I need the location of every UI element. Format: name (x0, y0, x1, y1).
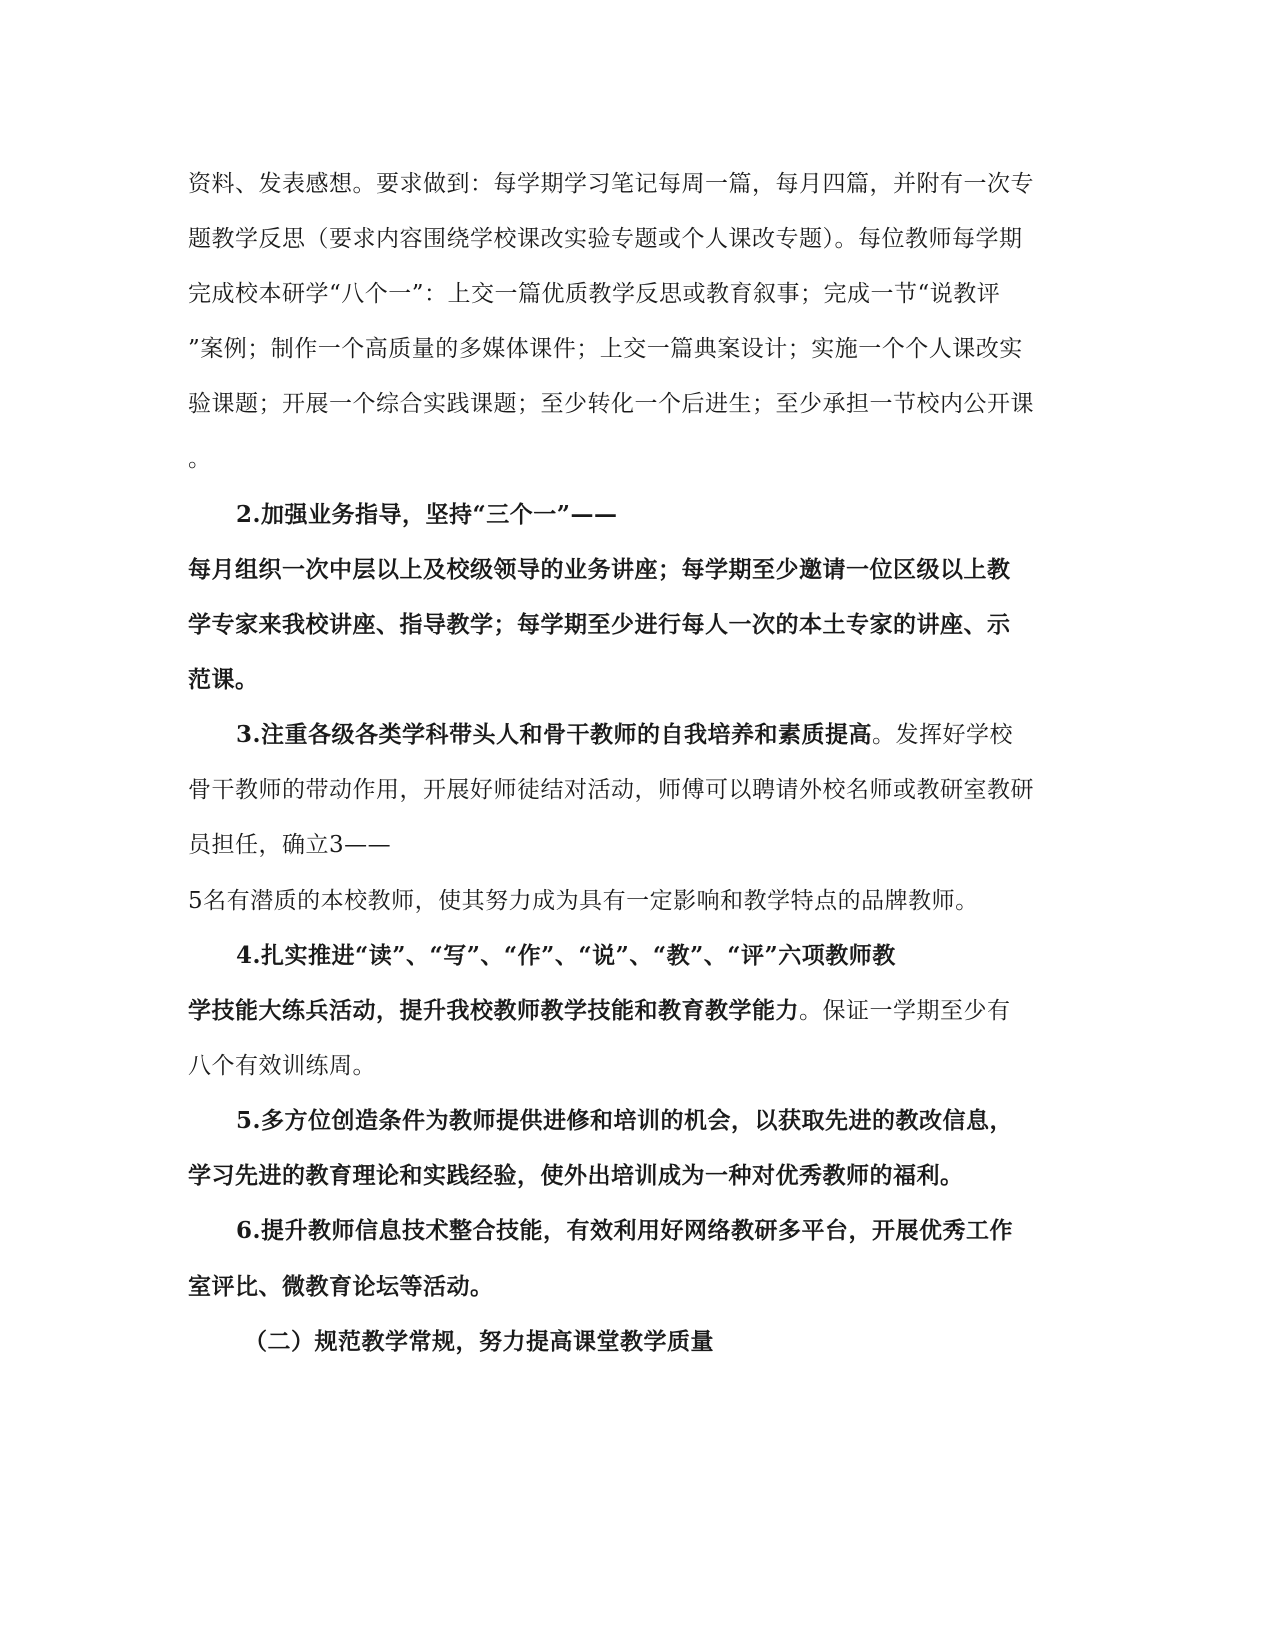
section-4-bold-text: 学技能大练兵活动，提升我校教师教学技能和教育教学能力 (188, 997, 799, 1024)
paragraph-line-16 (188, 995, 1011, 1027)
paragraph-line-21: 室评比、微教育论坛等活动。 (188, 1273, 494, 1300)
paragraph-line-9: 学专家来我校讲座、指导教学；每学期至少进行每人一次的本土专家的讲座、示 (188, 611, 1011, 638)
paragraph-line-10: 范课。 (188, 666, 259, 693)
paragraph-line-12: 骨干教师的带动作用，开展好师徒结对活动，师傅可以聘请外校名师或教研室教研 (188, 777, 1034, 803)
paragraph-line-4: ”案例；制作一个高质量的多媒体课件；上交一篇典案设计；实施一个个人课改实 (188, 336, 1023, 362)
paragraph-line-2: 题教学反思（要求内容围绕学校课改实验专题或个人课改专题）。每位教师每学期 (188, 226, 1023, 252)
paragraph-line-17: 八个有效训练周。 (188, 1053, 376, 1079)
section-4-normal-text: 。保证一学期至少有 (799, 998, 1011, 1024)
paragraph-line-13: 员担任，确立3—— (188, 832, 392, 858)
paragraph-line-14: 5名有潜质的本校教师，使其努力成为具有一定影响和教学特点的品牌教师。 (188, 888, 979, 914)
section-3-bold-text: 3.注重各级各类学科带头人和骨干教师的自我培养和素质提高 (236, 721, 873, 748)
paragraph-line-1: 资料、发表感想。要求做到：每学期学习笔记每周一篇，每月四篇，并附有一次专 (188, 171, 1034, 197)
section-heading-6: 6.提升教师信息技术整合技能，有效利用好网络教研多平台，开展优秀工作 (236, 1217, 1014, 1244)
paragraph-line-5: 验课题；开展一个综合实践课题；至少转化一个后进生；至少承担一节校内公开课 (188, 391, 1034, 417)
paragraph-line-3: 完成校本研学“八个一”：上交一篇优质教学反思或教育叙事；完成一节“说教评 (188, 281, 1001, 307)
subsection-heading-2: （二）规范教学常规，努力提高课堂教学质量 (244, 1328, 714, 1355)
section-heading-4: 4.扎实推进“读”、“写”、“作”、“说”、“教”、“评”六项教师教 (236, 942, 896, 969)
paragraph-line-8: 每月组织一次中层以上及校级领导的业务讲座；每学期至少邀请一位区级以上教 (188, 556, 1011, 583)
section-heading-5: 5.多方位创造条件为教师提供进修和培训的机会，以获取先进的教改信息， (236, 1107, 1014, 1134)
section-heading-2: 2.加强业务指导，坚持“三个一”—— (236, 501, 618, 528)
paragraph-line-19: 学习先进的教育理论和实践经验，使外出培训成为一种对优秀教师的福利。 (188, 1162, 964, 1189)
section-3-normal-text: 。发挥好学校 (872, 722, 1014, 748)
section-heading-3 (236, 719, 1013, 751)
paragraph-line-6: 。 (188, 446, 212, 472)
